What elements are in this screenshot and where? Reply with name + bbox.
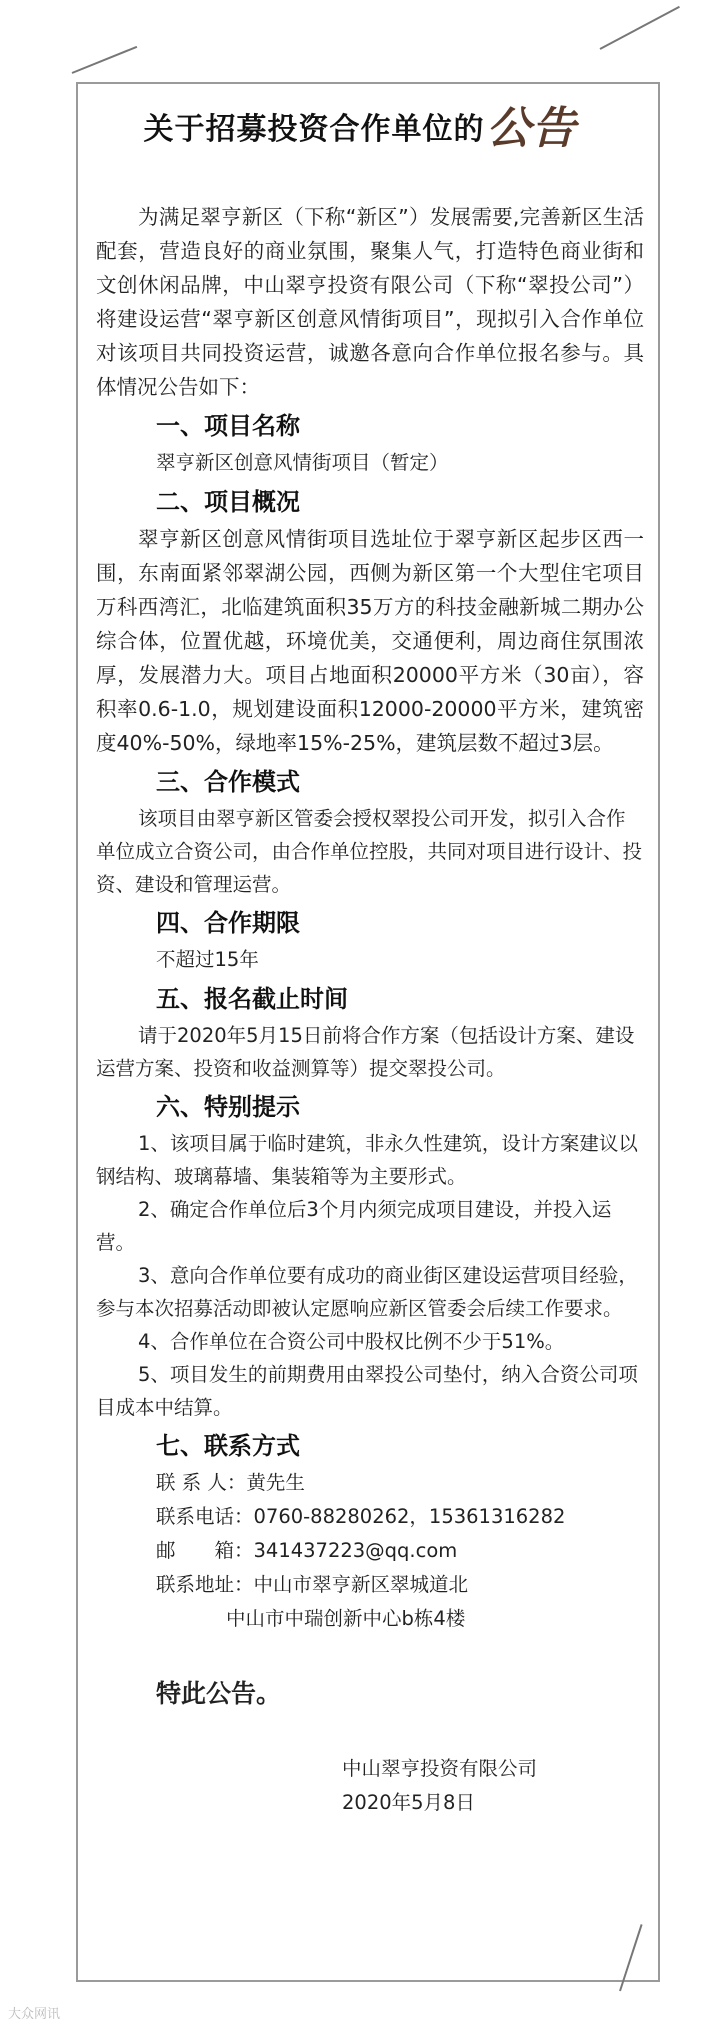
section-heading-5: 五、报名截止时间 — [156, 985, 348, 1013]
signature-date: 2020年5月8日 — [342, 1791, 475, 1814]
tip-item-1: 1、该项目属于临时建筑，非永久性建筑，设计方案建议以钢结构、玻璃幕墙、集装箱等为主要形式。 — [96, 1132, 638, 1188]
closing-statement: 特此公告。 — [156, 1679, 282, 1708]
tip-item-2: 2、确定合作单位后3个月内须完成项目建设，并投入运营。 — [96, 1198, 612, 1254]
title-brush-text: 公告 — [486, 103, 577, 154]
section-text-1: 翠亨新区创意风情街项目（暂定） — [156, 451, 449, 474]
section-heading-2: 二、项目概况 — [156, 488, 300, 516]
contact-phone: 联系电话：0760-88280262，15361316282 — [156, 1505, 566, 1528]
tip-item-5: 5、项目发生的前期费用由翠投公司垫付，纳入合资公司项目成本中结算。 — [96, 1363, 638, 1419]
corner-decoration-top-left — [72, 46, 138, 74]
section-heading-6: 六、特别提示 — [156, 1093, 300, 1121]
section-heading-7: 七、联系方式 — [156, 1432, 300, 1460]
page-title — [0, 92, 720, 156]
section-heading-4: 四、合作期限 — [156, 909, 300, 937]
signature-company: 中山翠亨投资有限公司 — [342, 1757, 538, 1780]
title-text: 关于招募投资合作单位的 — [143, 112, 485, 147]
contact-person: 联 系 人：黄先生 — [156, 1471, 305, 1494]
section-text-5: 请于2020年5月15日前将合作方案（包括设计方案、建设运营方案、投资和收益测算等）提交翠投公司。 — [96, 1024, 635, 1080]
section-heading-1: 一、项目名称 — [156, 412, 300, 440]
tip-item-4: 4、合作单位在合资公司中股权比例不少于51%。 — [138, 1330, 565, 1353]
contact-address: 联系地址：中山市翠亨新区翠城道北 — [156, 1573, 469, 1596]
intro-paragraph: 为满足翠亨新区（下称“新区”）发展需要,完善新区生活配套，营造良好的商业氛围，聚集人气，打造特色商业街和文创休闲品牌，中山翠亨投资有限公司（下称“翠投公司”）将建设运营“翠亨新区创意风情街项目”，现拟引入合作单位对该项目共同投资运营，诚邀各意向合作单位报名参与。具体情况公告如下： — [96, 205, 644, 399]
source-watermark: 大众网讯 — [8, 2007, 61, 2022]
corner-decoration-top-right — [600, 6, 680, 50]
section-text-2: 翠亨新区创意风情街项目选址位于翠亨新区起步区西一围，东南面紧邻翠湖公园，西侧为新区第一个大型住宅项目万科西湾汇，北临建筑面积35万方的科技金融新城二期办公综合体，位置优越，环境优美，交通便利，周边商住氛围浓厚，发展潜力大。项目占地面积20000平方米（30亩），容积率0.6-1.0，规划建设面积12000-20000平方米，建筑密度40%-50%，绿地率15%-25%，建筑层数不超过3层。 — [96, 527, 644, 755]
section-heading-3: 三、合作模式 — [156, 768, 300, 796]
contact-email: 邮 箱：341437223@qq.com — [156, 1539, 458, 1562]
announcement-body — [96, 200, 644, 1820]
contact-address-line2: 中山市中瑞创新中心b栋4楼 — [226, 1607, 466, 1630]
section-text-4: 不超过15年 — [156, 948, 259, 971]
section-text-3: 该项目由翠亨新区管委会授权翠投公司开发，拟引入合作单位成立合资公司，由合作单位控股，共同对项目进行设计、投资、建设和管理运营。 — [96, 807, 643, 896]
tip-item-3: 3、意向合作单位要有成功的商业街区建设运营项目经验，参与本次招募活动即被认定愿响应新区管委会后续工作要求。 — [96, 1264, 638, 1320]
